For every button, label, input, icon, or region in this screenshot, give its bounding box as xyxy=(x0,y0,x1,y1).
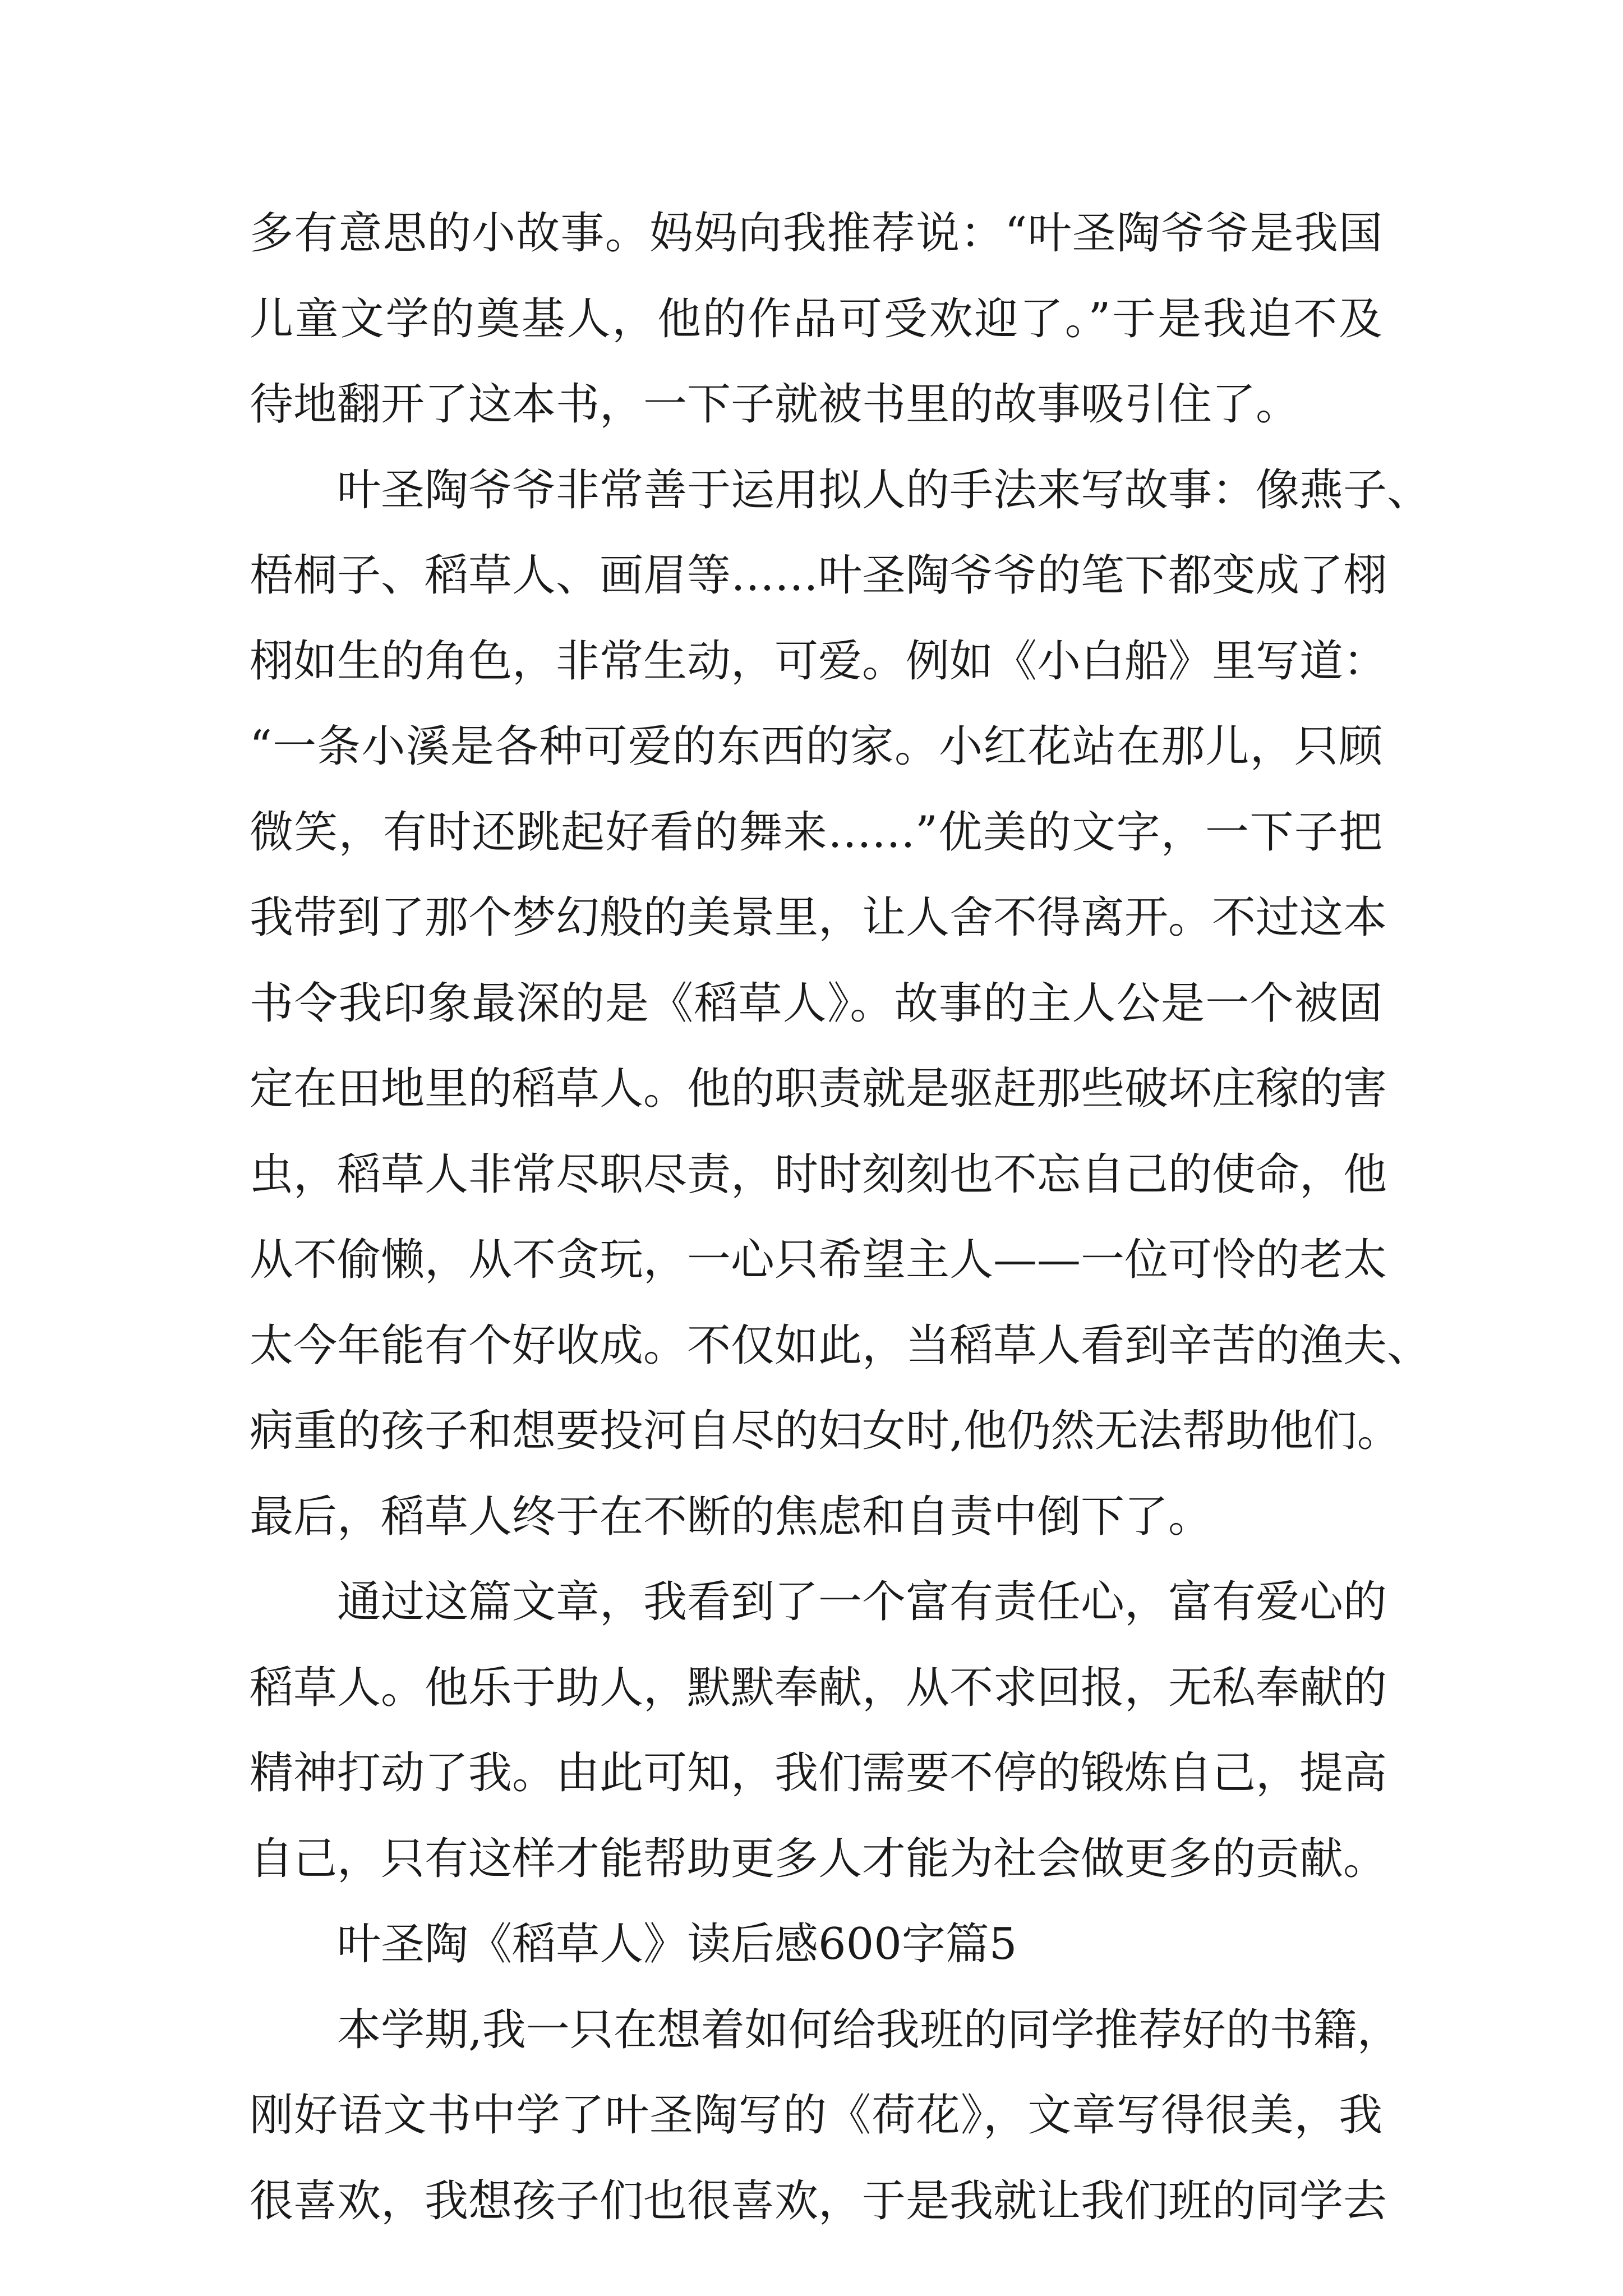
text-line: 我带到了那个梦幻般的美景里，让人舍不得离开。不过这本 xyxy=(250,892,1387,943)
document-body xyxy=(250,191,1431,2244)
text-line: 太今年能有个好收成。不仅如此，当稻草人看到辛苦的渔夫、 xyxy=(250,1320,1431,1371)
text-line-indented: 本学期,我一只在想着如何给我班的同学推荐好的书籍， xyxy=(337,2004,1401,2055)
text-line: 待地翻开了这本书，一下子就被书里的故事吸引住了。 xyxy=(250,379,1300,430)
text-line: 稻草人。他乐于助人，默默奉献，从不求回报，无私奉献的 xyxy=(250,1662,1387,1713)
section-heading: 叶圣陶《稻草人》读后感600字篇5 xyxy=(337,1919,1017,1970)
text-line: 最后，稻草人终于在不断的焦虑和自责中倒下了。 xyxy=(250,1491,1212,1542)
text-line: 书令我印象最深的是《稻草人》。故事的主人公是一个被固 xyxy=(250,978,1382,1029)
text-line: 多有意思的小故事。妈妈向我推荐说：“叶圣陶爷爷是我国 xyxy=(250,208,1382,259)
text-line-indented: 叶圣陶爷爷非常善于运用拟人的手法来写故事：像燕子、 xyxy=(337,464,1431,516)
text-line: 刚好语文书中学了叶圣陶写的《荷花》，文章写得很美，我 xyxy=(250,2090,1382,2141)
text-line: 儿童文学的奠基人，他的作品可受欢迎了。”于是我迫不及 xyxy=(250,293,1382,344)
text-line: 从不偷懒，从不贪玩，一心只希望主人——一位可怜的老太 xyxy=(250,1235,1387,1285)
text-line: 梧桐子、稻草人、画眉等……叶圣陶爷爷的笔下都变成了栩 xyxy=(250,550,1387,601)
text-line: 自己，只有这样才能帮助更多人才能为社会做更多的贡献。 xyxy=(250,1833,1387,1884)
text-line: “一条小溪是各种可爱的东西的家。小红花站在那儿，只顾 xyxy=(250,721,1382,772)
text-line: 微笑，有时还跳起好看的舞来……”优美的文字，一下子把 xyxy=(250,807,1382,858)
text-line: 很喜欢，我想孩子们也很喜欢，于是我就让我们班的同学去 xyxy=(250,2175,1387,2226)
text-line: 栩如生的角色，非常生动，可爱。例如《小白船》里写道： xyxy=(250,636,1387,687)
text-line: 精神打动了我。由此可知，我们需要不停的锻炼自己，提高 xyxy=(250,1748,1387,1798)
text-line: 定在田地里的稻草人。他的职责就是驱赶那些破坏庄稼的害 xyxy=(250,1064,1387,1114)
text-line: 病重的孩子和想要投河自尽的妇女时,他仍然无法帮助他们。 xyxy=(250,1406,1401,1456)
text-line-indented: 通过这篇文章，我看到了一个富有责任心，富有爱心的 xyxy=(337,1577,1387,1627)
text-line: 虫，稻草人非常尽职尽责，时时刻刻也不忘自己的使命，他 xyxy=(250,1149,1387,1200)
